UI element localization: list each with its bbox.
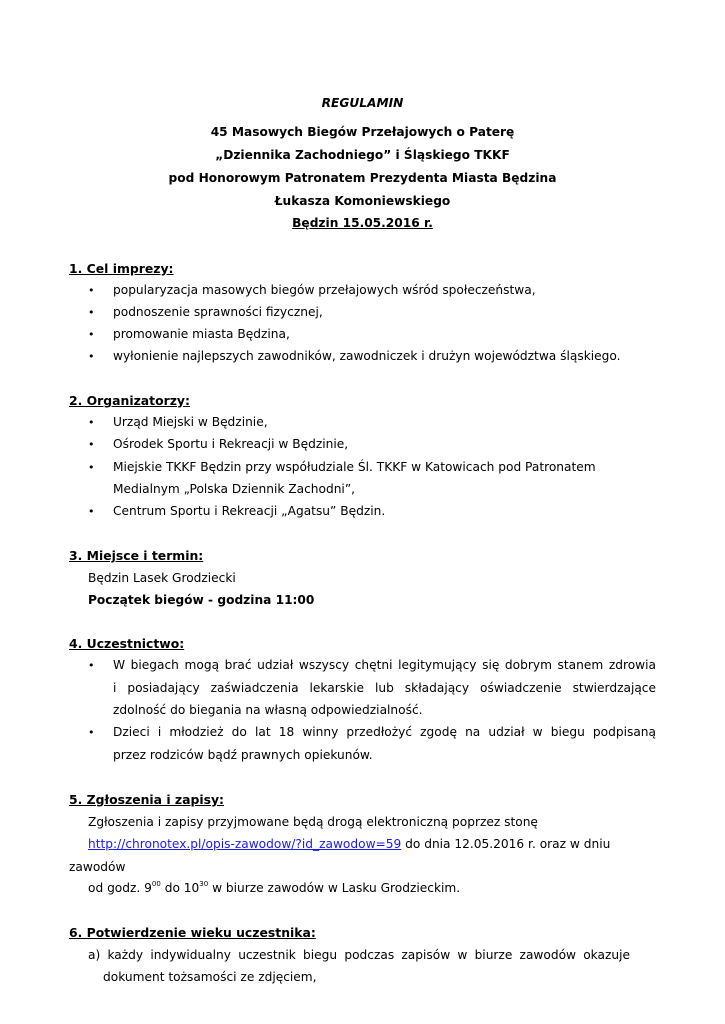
- document-date: Będzin 15.05.2016 r.: [292, 216, 433, 230]
- list-item-continuation: Medialnym „Polska Dziennik Zachodni”,: [113, 482, 356, 496]
- hours-prefix: od godz. 9: [88, 881, 152, 895]
- registration-hours: [88, 881, 460, 895]
- subtitle-line-3: pod Honorowym Patronatem Prezydenta Miasta Będzina: [168, 171, 557, 185]
- list-item: Urząd Miejski w Będzinie,: [113, 415, 268, 429]
- hours-mid: do 10: [160, 881, 200, 895]
- list-item-continuation: przez rodziców bądź prawnych opiekunów.: [113, 748, 373, 762]
- registration-link-line: [88, 837, 610, 851]
- registration-link[interactable]: http://chronotex.pl/opis-zawodow/?id_zawodow=59: [88, 837, 402, 851]
- bullet-icon: •: [88, 306, 95, 319]
- hours-to-minutes: 30: [199, 880, 209, 888]
- bullet-icon: •: [88, 438, 95, 451]
- hours-from-minutes: 00: [151, 880, 161, 888]
- bullet-icon: •: [88, 416, 95, 429]
- list-item: Miejskie TKKF Będzin przy współudziale Śl. TKKF w Katowicach pod Patronatem: [113, 460, 596, 474]
- bullet-icon: •: [88, 284, 95, 297]
- list-item: promowanie miasta Będzina,: [113, 327, 290, 341]
- section-2-heading: 2. Organizatorzy:: [69, 393, 190, 408]
- document-title: REGULAMIN: [321, 96, 404, 110]
- subtitle-line-4: Łukasza Komoniewskiego: [274, 194, 451, 208]
- list-item: Centrum Sportu i Rekreacji „Agatsu” Będzin.: [113, 504, 386, 518]
- bullet-icon: •: [88, 726, 95, 739]
- registration-text-continuation: zawodów: [69, 860, 126, 874]
- list-item: Dzieci i młodzież do lat 18 winny przedłożyć zgodę na udział w biegu podpisaną: [113, 725, 656, 739]
- list-item: podnoszenie sprawności fizycznej,: [113, 305, 323, 319]
- section-6-heading: 6. Potwierdzenie wieku uczestnika:: [69, 925, 316, 940]
- list-item: wyłonienie najlepszych zawodników, zawodniczek i drużyn województwa śląskiego.: [113, 349, 621, 363]
- event-place: Będzin Lasek Grodziecki: [88, 571, 236, 585]
- list-item: Ośrodek Sportu i Rekreacji w Będzinie,: [113, 437, 349, 451]
- list-item-continuation: i posiadający zaświadczenia lekarskie lub składający oświadczenie stwierdzające: [113, 681, 656, 695]
- section-5-heading: 5. Zgłoszenia i zapisy:: [69, 792, 224, 807]
- bullet-icon: •: [88, 505, 95, 518]
- registration-text: Zgłoszenia i zapisy przyjmowane będą drogą elektroniczną poprzez stonę: [88, 815, 538, 829]
- hours-suffix: w biurze zawodów w Lasku Grodzieckim.: [208, 881, 461, 895]
- section-3-heading: 3. Miejsce i termin:: [69, 548, 204, 563]
- list-item-continuation: zdolność do biegania na własną odpowiedzialność.: [113, 703, 423, 717]
- bullet-icon: •: [88, 350, 95, 363]
- bullet-icon: •: [88, 461, 95, 474]
- registration-deadline: do dnia 12.05.2016 r. oraz w dniu: [401, 837, 611, 851]
- subtitle-line-2: „Dziennika Zachodniego” i Śląskiego TKKF: [215, 148, 510, 162]
- bullet-icon: •: [88, 659, 95, 672]
- age-verification-text-continuation: dokument tożsamości ze zdjęciem,: [103, 970, 317, 984]
- section-1-heading: 1. Cel imprezy:: [69, 261, 174, 276]
- subtitle-line-1: 45 Masowych Biegów Przełajowych o Paterę: [210, 125, 515, 139]
- list-item: W biegach mogą brać udział wszyscy chętni legitymujący się dobrym stanem zdrowia: [113, 658, 656, 672]
- bullet-icon: •: [88, 328, 95, 341]
- section-4-heading: 4. Uczestnictwo:: [69, 636, 185, 651]
- event-start-time: Początek biegów - godzina 11:00: [88, 593, 315, 607]
- age-verification-text: a) każdy indywidualny uczestnik biegu podczas zapisów w biurze zawodów okazuje: [88, 948, 630, 962]
- list-item: popularyzacja masowych biegów przełajowych wśród społeczeństwa,: [113, 283, 536, 297]
